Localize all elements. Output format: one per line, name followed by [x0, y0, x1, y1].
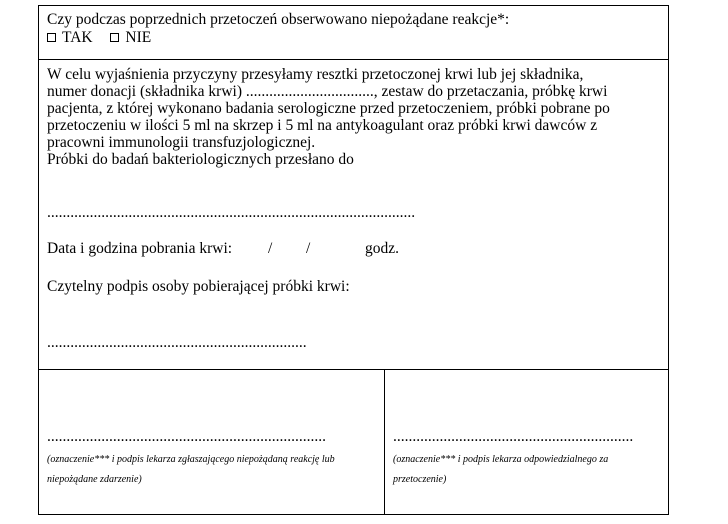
date-godz: godz.	[365, 240, 400, 257]
checkbox-no[interactable]	[110, 33, 119, 42]
explanation-line: numer donacji (składnika krwi) ................................., zestaw do przetaczania, próbkę krwi	[47, 83, 608, 100]
date-slash-1: /	[268, 240, 273, 257]
explanation-line: W celu wyjaśnienia przyczyny przesyłamy resztki przetoczonej krwi lub jej składnika,	[47, 66, 584, 83]
explanation-line: pacjenta, z której wykonano badania serologiczne przed przetoczeniem, próbki pobrane po	[47, 100, 610, 117]
bacteriology-label: Próbki do badań bakteriologicznych przesłano do	[47, 151, 354, 168]
date-label: Data i godzina pobrania krwi:	[47, 240, 233, 257]
footer-right-cell	[385, 370, 668, 514]
left-caption-line-2: niepożądane zdarzenie)	[47, 474, 142, 485]
option-no-label: NIE	[125, 29, 152, 46]
question-options	[47, 29, 151, 46]
question-section	[39, 6, 668, 60]
left-caption-line-1: (oznaczenie*** i podpis lekarza zgłaszającego niepożądaną reakcję lub	[47, 454, 335, 465]
right-caption-line-2: przetoczenie)	[393, 474, 447, 485]
date-slash-2: /	[306, 240, 311, 257]
left-signature-dots[interactable]: ........................................................................	[47, 428, 326, 445]
option-yes-label: TAK	[62, 29, 93, 46]
explanation-line: pracowni immunologii transfuzjologicznej.	[47, 134, 316, 151]
footer-left-cell	[39, 370, 385, 514]
question-text: Czy podczas poprzednich przetoczeń obserwowano niepożądane reakcje*:	[47, 11, 510, 28]
explanation-line: przetoczeniu w ilości 5 ml na skrzep i 5 ml na antykoagulant oraz próbki krwi dawców z	[47, 117, 598, 134]
explanation-paragraph	[47, 66, 665, 168]
bacteriology-dots[interactable]: ...............................................................................................	[47, 204, 416, 221]
right-caption-line-1: (oznaczenie*** i podpis lekarza odpowiedzialnego za	[393, 454, 609, 465]
checkbox-yes[interactable]	[47, 33, 56, 42]
signature-dots[interactable]: ...................................................................	[47, 334, 307, 351]
signature-label: Czytelny podpis osoby pobierającej próbki krwi:	[47, 278, 350, 295]
footer-section	[39, 370, 668, 514]
explanation-section	[39, 60, 668, 370]
form-frame	[38, 5, 669, 515]
right-signature-dots[interactable]: ..............................................................	[393, 428, 634, 445]
